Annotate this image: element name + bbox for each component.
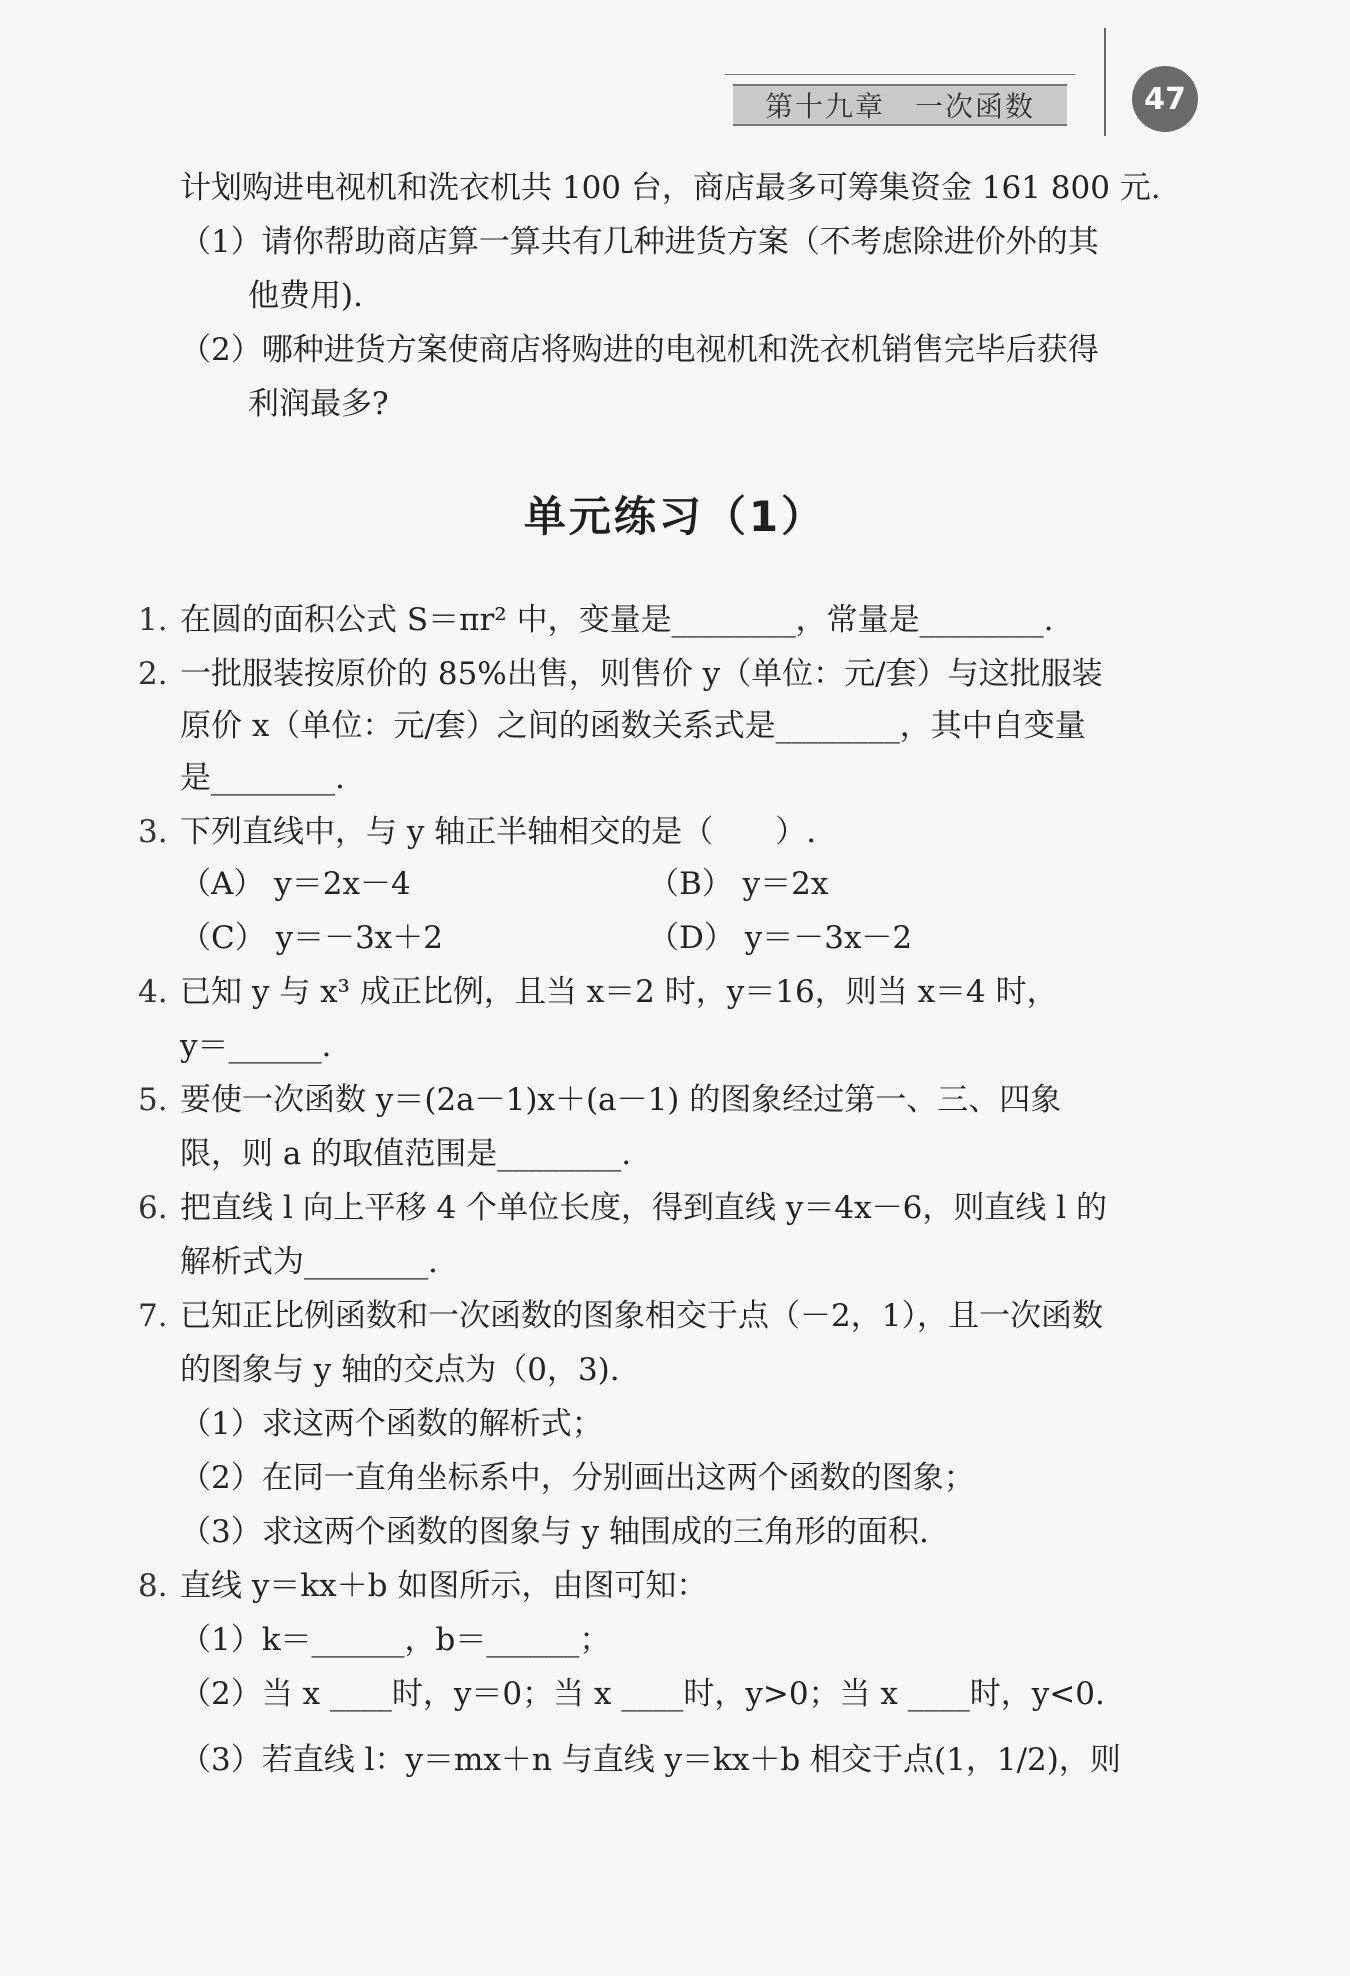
problem-1-text: 在圆的面积公式 S＝πr² 中，变量是________，常量是________. <box>180 602 1054 638</box>
problem-1-number: 1. <box>138 602 168 638</box>
continued-text: 计划购进电视机和洗衣机共 100 台，商店最多可筹集资金 161 800 元. <box>180 170 1161 206</box>
problem-4-number: 4. <box>138 974 168 1010</box>
option-c: （C） y＝－3x＋2 <box>180 920 444 956</box>
header-rule <box>725 74 1075 75</box>
problem-5-number: 5. <box>138 1082 168 1118</box>
question-2-line-1: （2）哪种进货方案使商店将购进的电视机和洗衣机销售完毕后获得 <box>180 332 1099 368</box>
problem-2-number: 2. <box>138 656 168 692</box>
question-2-line-2: 利润最多? <box>248 386 389 422</box>
problem-8-number: 8. <box>138 1568 168 1604</box>
option-d: （D） y＝－3x－2 <box>648 920 913 956</box>
problem-3-number: 3. <box>138 814 168 850</box>
question-1-line-1: （1）请你帮助商店算一算共有几种进货方案（不考虑除进价外的其 <box>180 224 1099 260</box>
problem-7-sub-1: （1）求这两个函数的解析式； <box>180 1406 603 1442</box>
problem-7-number: 7. <box>138 1298 168 1334</box>
problem-5-line-1: 要使一次函数 y＝(2a－1)x＋(a－1) 的图象经过第一、三、四象 <box>180 1082 1062 1118</box>
problem-8-sub-2: （2）当 x ____时，y＝0；当 x ____时，y>0；当 x ____时，y<0. <box>180 1676 1105 1712</box>
problem-6-line-1: 把直线 l 向上平移 4 个单位长度，得到直线 y＝4x－6，则直线 l 的 <box>180 1190 1107 1226</box>
question-1-line-2: 他费用). <box>248 278 363 314</box>
problem-7-sub-3: （3）求这两个函数的图象与 y 轴围成的三角形的面积. <box>180 1514 929 1550</box>
problem-7-sub-2: （2）在同一直角坐标系中，分别画出这两个函数的图象； <box>180 1460 975 1496</box>
problem-8-line-1: 直线 y＝kx＋b 如图所示，由图可知： <box>180 1568 708 1604</box>
problem-4-line-2: y＝______. <box>180 1028 332 1064</box>
problem-3-text: 下列直线中，与 y 轴正半轴相交的是（ ）. <box>180 814 817 850</box>
problem-7-line-1: 已知正比例函数和一次函数的图象相交于点（－2，1），且一次函数 <box>180 1298 1103 1334</box>
problem-2-line-2: 原价 x（单位：元/套）之间的函数关系式是________，其中自变量 <box>180 708 1086 744</box>
problem-8-sub-3: （3）若直线 l：y＝mx＋n 与直线 y＝kx＋b 相交于点(1，1/2)，则 <box>180 1742 1121 1778</box>
chapter-header: 第十九章 一次函数 <box>733 84 1067 126</box>
problem-5-line-2: 限，则 a 的取值范围是________. <box>180 1136 632 1172</box>
option-b: （B） y＝2x <box>648 866 829 902</box>
problem-6-number: 6. <box>138 1190 168 1226</box>
option-a: （A） y＝2x－4 <box>180 866 411 902</box>
problem-4-line-1: 已知 y 与 x³ 成正比例，且当 x＝2 时，y＝16，则当 x＝4 时， <box>180 974 1058 1010</box>
problem-8-sub-1: （1）k＝______，b＝______； <box>180 1622 611 1658</box>
problem-2-line-1: 一批服装按原价的 85%出售，则售价 y（单位：元/套）与这批服装 <box>180 656 1103 692</box>
problem-6-line-2: 解析式为________. <box>180 1244 438 1280</box>
problem-7-line-2: 的图象与 y 轴的交点为（0，3). <box>180 1352 620 1388</box>
problem-2-line-3: 是________. <box>180 760 345 796</box>
section-title: 单元练习（1） <box>523 492 827 541</box>
page-number-badge: 47 <box>1132 66 1198 132</box>
header-divider <box>1104 28 1106 136</box>
